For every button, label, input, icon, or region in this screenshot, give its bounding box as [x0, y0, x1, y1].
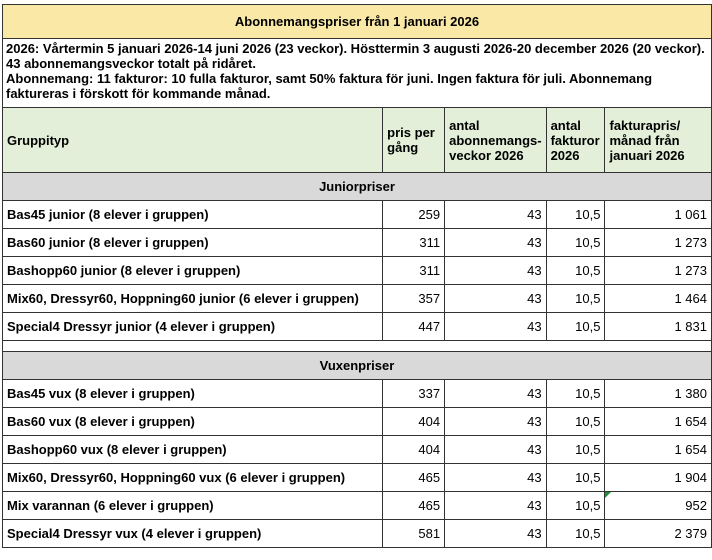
row-type: Special4 Dressyr vux (4 elever i gruppen): [3, 520, 383, 548]
row-invoices: 10,5: [546, 436, 605, 464]
row-monthly: 1 061: [605, 201, 712, 229]
header-row: [3, 108, 712, 173]
table-row: [3, 436, 712, 464]
row-type: Bashopp60 vux (8 elever i gruppen): [3, 436, 383, 464]
row-type: Bas45 junior (8 elever i gruppen): [3, 201, 383, 229]
table-row: [3, 285, 712, 313]
row-price: 337: [383, 380, 445, 408]
row-monthly: 1 904: [605, 464, 712, 492]
table-row: [3, 492, 712, 520]
row-weeks: 43: [445, 229, 546, 257]
row-weeks: 43: [445, 492, 546, 520]
row-type: Bas60 junior (8 elever i gruppen): [3, 229, 383, 257]
row-invoices: 10,5: [546, 313, 605, 341]
row-invoices: 10,5: [546, 380, 605, 408]
row-invoices: 10,5: [546, 201, 605, 229]
row-price: 404: [383, 408, 445, 436]
row-type: Mix varannan (6 elever i gruppen): [3, 492, 383, 520]
row-price: 447: [383, 313, 445, 341]
header-price: pris per gång: [383, 108, 445, 173]
row-monthly: 1 464: [605, 285, 712, 313]
section-heading-adult: Vuxenpriser: [3, 352, 712, 380]
row-weeks: 43: [445, 408, 546, 436]
row-monthly: 1 273: [605, 229, 712, 257]
row-type: Mix60, Dressyr60, Hoppning60 vux (6 elever i gruppen): [3, 464, 383, 492]
row-monthly: 952: [605, 492, 712, 520]
row-monthly: 1 273: [605, 257, 712, 285]
row-price: 311: [383, 257, 445, 285]
row-monthly: 2 379: [605, 520, 712, 548]
section-heading-junior: Juniorpriser: [3, 173, 712, 201]
header-invoices: antal fakturor 2026: [546, 108, 605, 173]
table-row: [3, 520, 712, 548]
row-invoices: 10,5: [546, 229, 605, 257]
row-type: Bas60 vux (8 elever i gruppen): [3, 408, 383, 436]
row-monthly: 1 380: [605, 380, 712, 408]
row-invoices: 10,5: [546, 520, 605, 548]
row-type: Bashopp60 junior (8 elever i gruppen): [3, 257, 383, 285]
row-weeks: 43: [445, 464, 546, 492]
row-price: 311: [383, 229, 445, 257]
row-price: 404: [383, 436, 445, 464]
table-row: [3, 257, 712, 285]
price-table: [2, 4, 712, 548]
row-type: Special4 Dressyr junior (4 elever i gruppen): [3, 313, 383, 341]
row-price: 465: [383, 492, 445, 520]
table-row: [3, 380, 712, 408]
header-weeks: antal abonnemangs-veckor 2026: [445, 108, 546, 173]
table-title: Abonnemangspriser från 1 januari 2026: [3, 5, 712, 39]
row-weeks: 43: [445, 257, 546, 285]
table-row: [3, 313, 712, 341]
row-invoices: 10,5: [546, 464, 605, 492]
row-price: 259: [383, 201, 445, 229]
row-weeks: 43: [445, 380, 546, 408]
header-type: Gruppityp: [3, 108, 383, 173]
table-row: [3, 201, 712, 229]
row-type: Bas45 vux (8 elever i gruppen): [3, 380, 383, 408]
table-row: [3, 464, 712, 492]
table-row: [3, 229, 712, 257]
row-weeks: 43: [445, 201, 546, 229]
row-invoices: 10,5: [546, 285, 605, 313]
row-monthly: 1 654: [605, 436, 712, 464]
info-line-subscription: Abonnemang: 11 fakturor: 10 fulla fakturor, samt 50% faktura för juni. Ingen faktura för juli. Abonnemang faktureras i förskott för kommande månad.: [6, 71, 653, 101]
row-type: Mix60, Dressyr60, Hoppning60 junior (6 elever i gruppen): [3, 285, 383, 313]
row-price: 465: [383, 464, 445, 492]
row-weeks: 43: [445, 436, 546, 464]
row-price: 581: [383, 520, 445, 548]
info-text: [3, 39, 712, 108]
row-invoices: 10,5: [546, 408, 605, 436]
header-monthly: fakturapris/ månad från januari 2026: [605, 108, 712, 173]
row-monthly: 1 831: [605, 313, 712, 341]
row-weeks: 43: [445, 313, 546, 341]
row-weeks: 43: [445, 520, 546, 548]
info-line-terms: 2026: Vårtermin 5 januari 2026-14 juni 2026 (23 veckor). Hösttermin 3 augusti 2026-20 december 2026 (20 veckor). 43 abonnemangsveckor totalt på ridåret.: [6, 41, 705, 71]
table-row: [3, 408, 712, 436]
row-monthly: 1 654: [605, 408, 712, 436]
row-price: 357: [383, 285, 445, 313]
row-invoices: 10,5: [546, 257, 605, 285]
row-weeks: 43: [445, 285, 546, 313]
row-invoices: 10,5: [546, 492, 605, 520]
